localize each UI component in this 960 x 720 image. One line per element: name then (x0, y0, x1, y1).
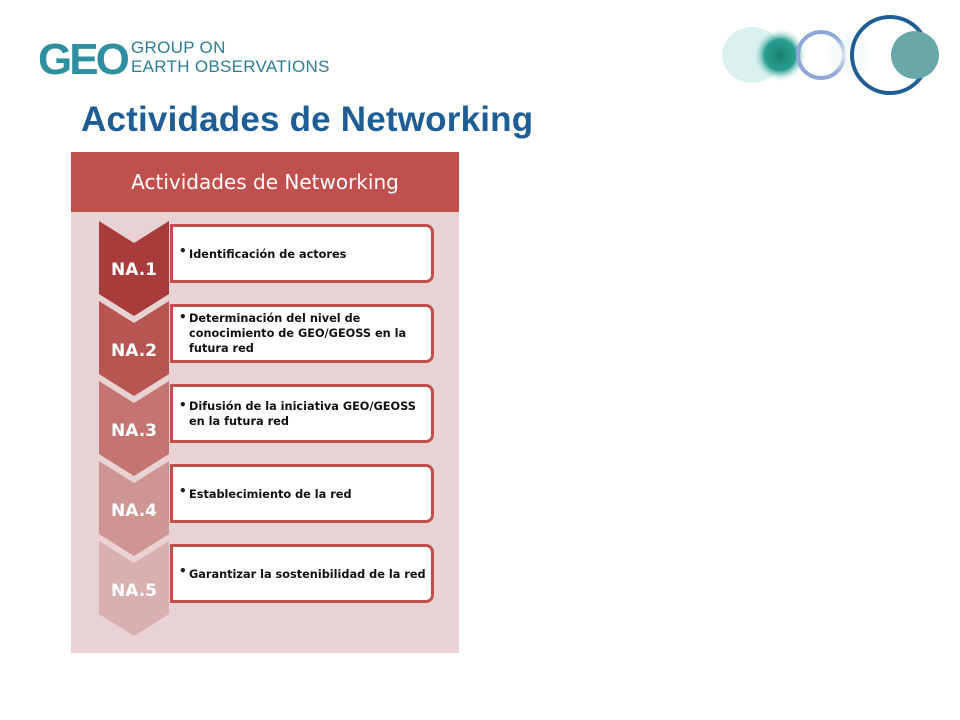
logo-line-2: EARTH OBSERVATIONS (131, 57, 330, 76)
step-code-na1: NA.1 (111, 260, 157, 280)
step-code-na3: NA.3 (111, 421, 157, 441)
networking-diagram (71, 152, 459, 653)
step-box-na2 (170, 304, 434, 363)
diagram-header (71, 152, 459, 212)
bullet: • (179, 484, 187, 498)
decorative-circles (722, 10, 944, 100)
logo-mark: GEO (38, 35, 127, 84)
step-box-na5 (170, 544, 434, 603)
step-box-na1 (170, 224, 434, 283)
step-code-na5: NA.5 (111, 581, 157, 601)
step-code-na2: NA.2 (111, 341, 157, 361)
page-title: Actividades de Networking (81, 100, 534, 139)
step-text-na4: Establecimiento de la red (189, 488, 352, 501)
step-code-na4: NA.4 (111, 501, 157, 521)
diagram-heading: Actividades de Networking (131, 170, 399, 194)
logo-line-1: GROUP ON (131, 38, 226, 57)
bullet: • (179, 310, 187, 324)
step-box-na3 (170, 384, 434, 443)
bullet: • (179, 398, 187, 412)
logo-wordmark (131, 38, 330, 76)
step-text-na3: Difusión de la iniciativa GEO/GEOSS en la futura red (189, 400, 416, 428)
step-text-na1: Identificación de actores (189, 248, 347, 261)
step-box-na4 (170, 464, 434, 523)
step-text-na5: Garantizar la sostenibilidad de la red (189, 568, 426, 581)
step-text-na2: Determinación del nivel de conocimiento de GEO/GEOSS en la futura red (189, 312, 407, 355)
bullet: • (179, 564, 187, 578)
bullet: • (179, 244, 187, 258)
